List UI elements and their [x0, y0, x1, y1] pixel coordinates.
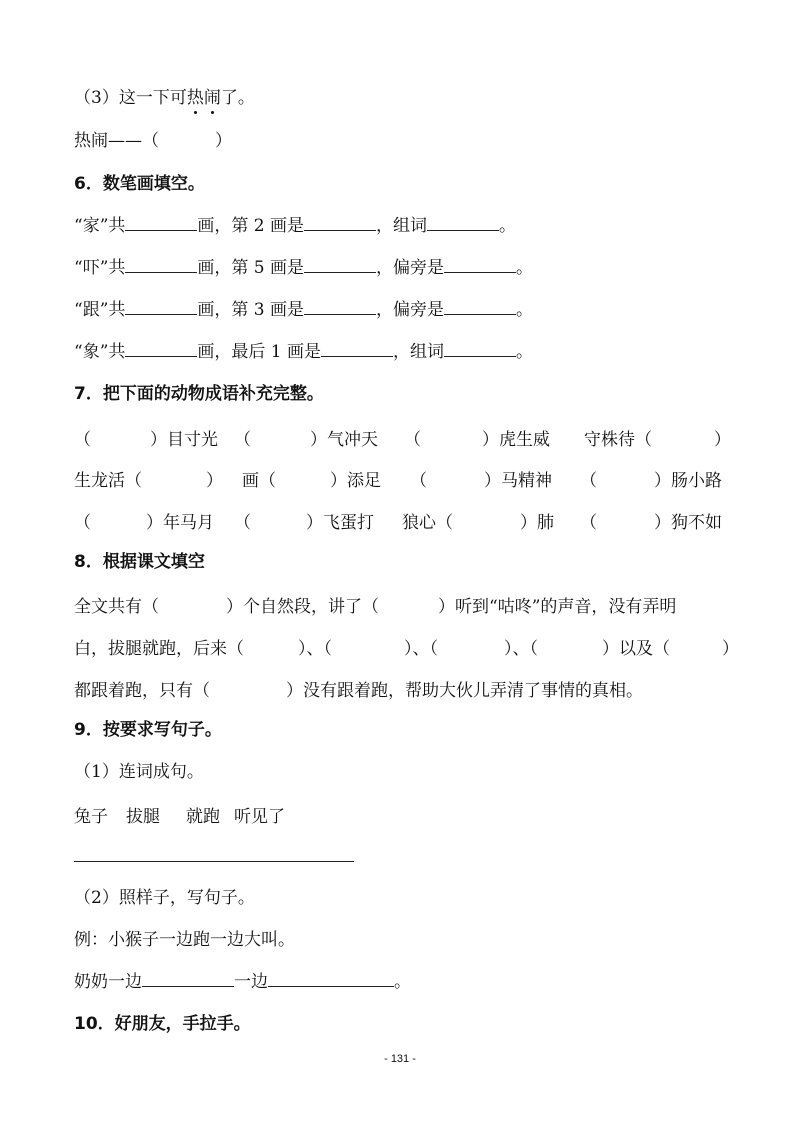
- idiom-text: 狼心（: [402, 513, 453, 533]
- q8-text: ）听到“咕咚”的声音，没有弄明: [438, 597, 677, 617]
- idiom-text: ）狗不如: [654, 513, 722, 533]
- idiom-text: ）肺: [520, 513, 554, 533]
- q6-title: 6．数笔画填空。: [74, 174, 205, 194]
- page-number: - 131 -: [384, 1053, 416, 1065]
- q5-3-sentence: [74, 86, 255, 110]
- q6-row: [74, 298, 533, 322]
- fill-blank[interactable]: [444, 256, 516, 273]
- fill-blank[interactable]: [268, 970, 394, 987]
- idiom-text: ）年马月: [146, 513, 214, 533]
- fill-sentence: [74, 970, 411, 994]
- q8-text: ）没有跟着跑，帮助大伙儿弄清了事情的真相。: [286, 681, 643, 701]
- idiom-paren: （: [74, 430, 91, 450]
- row-end: 。: [499, 216, 517, 236]
- fill-text: 一边: [234, 972, 268, 992]
- paren-close: ）: [215, 131, 232, 151]
- idiom-paren: （: [234, 430, 251, 450]
- idiom-paren: （: [410, 471, 427, 491]
- q8-text: 白，拔腿就跑，后来（: [74, 639, 244, 659]
- answer-label: 热闹——（: [74, 131, 159, 151]
- fill-blank[interactable]: [304, 214, 376, 231]
- row-text: ，偏旁是: [376, 258, 445, 278]
- idiom-text: 生龙活（: [74, 471, 142, 491]
- word: 兔子: [74, 807, 108, 827]
- fill-blank[interactable]: [125, 298, 197, 315]
- row-text: ，组词: [393, 342, 445, 362]
- idiom-paren: ）: [206, 471, 223, 491]
- row-text: 画，第 3 画是: [197, 300, 305, 320]
- q9-part2: （2）照样子，写句子。: [74, 888, 255, 908]
- row-end: 。: [516, 258, 534, 278]
- q8-text: ）、（: [298, 639, 332, 659]
- row-end: 。: [516, 300, 534, 320]
- idiom-paren: （: [234, 513, 251, 533]
- row-text: 画，最后 1 画是: [197, 342, 322, 362]
- fill-blank[interactable]: [321, 340, 393, 357]
- example-sentence: 例：小猴子一边跑一边大叫。: [74, 930, 295, 950]
- row-char: “象”共: [74, 342, 126, 362]
- q8-text: ）、（: [504, 639, 538, 659]
- q8-text: ）以及（: [602, 639, 670, 659]
- fill-blank[interactable]: [427, 214, 499, 231]
- q8-title: 8．根据课文填空: [74, 552, 205, 572]
- idiom-paren: （: [580, 513, 597, 533]
- row-char: “吓”共: [74, 258, 126, 278]
- q7-title: 7．把下面的动物成语补充完整。: [74, 384, 324, 404]
- row-char: “跟”共: [74, 300, 126, 320]
- idiom-paren: （: [404, 430, 421, 450]
- row-text: 画，第 5 画是: [197, 258, 305, 278]
- word: 拔腿: [126, 807, 160, 827]
- fill-blank[interactable]: [444, 340, 516, 357]
- q8-text: 都跟着跑，只有（: [74, 681, 210, 701]
- idiom-paren: （: [580, 471, 597, 491]
- q9-part1: （1）连词成句。: [74, 762, 204, 782]
- idiom-text: ）虎生威: [482, 430, 550, 450]
- idiom-text: ）马精神: [484, 471, 552, 491]
- q6-row: [74, 340, 533, 364]
- q6-row: [74, 256, 533, 280]
- dotted-char: 闹: [203, 88, 221, 108]
- idiom-text: ）气冲天: [310, 430, 378, 450]
- q8-text: ）个自然段，讲了（: [226, 597, 379, 617]
- idiom-text: 守株待（: [584, 430, 652, 450]
- word: 就跑: [186, 807, 220, 827]
- fill-blank[interactable]: [304, 298, 376, 315]
- idiom-text: ）添足: [330, 471, 381, 491]
- dotted-char: 热: [186, 88, 204, 108]
- q8-text: 全文共有（: [74, 597, 159, 617]
- idiom-text: ）飞蛋打: [306, 513, 374, 533]
- q8-text: ）、（: [404, 639, 438, 659]
- fill-blank[interactable]: [304, 256, 376, 273]
- row-text: ，偏旁是: [376, 300, 445, 320]
- fill-end: 。: [394, 972, 411, 992]
- idiom-paren: （: [74, 513, 91, 533]
- row-char: “家”共: [74, 216, 126, 236]
- fill-blank[interactable]: [125, 214, 197, 231]
- sentence-text: （3）这一下可: [74, 88, 187, 108]
- fill-blank[interactable]: [125, 340, 197, 357]
- row-end: 。: [516, 342, 534, 362]
- word: 听见了: [234, 807, 285, 827]
- sentence-answer-line[interactable]: [74, 861, 354, 862]
- q10-title: 10．好朋友，手拉手。: [74, 1014, 251, 1034]
- idiom-text: 画（: [242, 471, 276, 491]
- idiom-text: ）目寸光: [150, 430, 218, 450]
- fill-text: 奶奶一边: [74, 972, 142, 992]
- row-text: ，组词: [376, 216, 428, 236]
- q6-row: [74, 214, 516, 238]
- fill-blank[interactable]: [142, 970, 234, 987]
- idiom-text: ）肠小路: [654, 471, 722, 491]
- idiom-paren: ）: [714, 430, 731, 450]
- q5-3-answer: [74, 129, 232, 153]
- fill-blank[interactable]: [444, 298, 516, 315]
- sentence-text: 了。: [220, 88, 255, 108]
- q8-text: ）: [722, 639, 739, 659]
- q9-title: 9．按要求写句子。: [74, 720, 222, 740]
- row-text: 画，第 2 画是: [197, 216, 305, 236]
- fill-blank[interactable]: [125, 256, 197, 273]
